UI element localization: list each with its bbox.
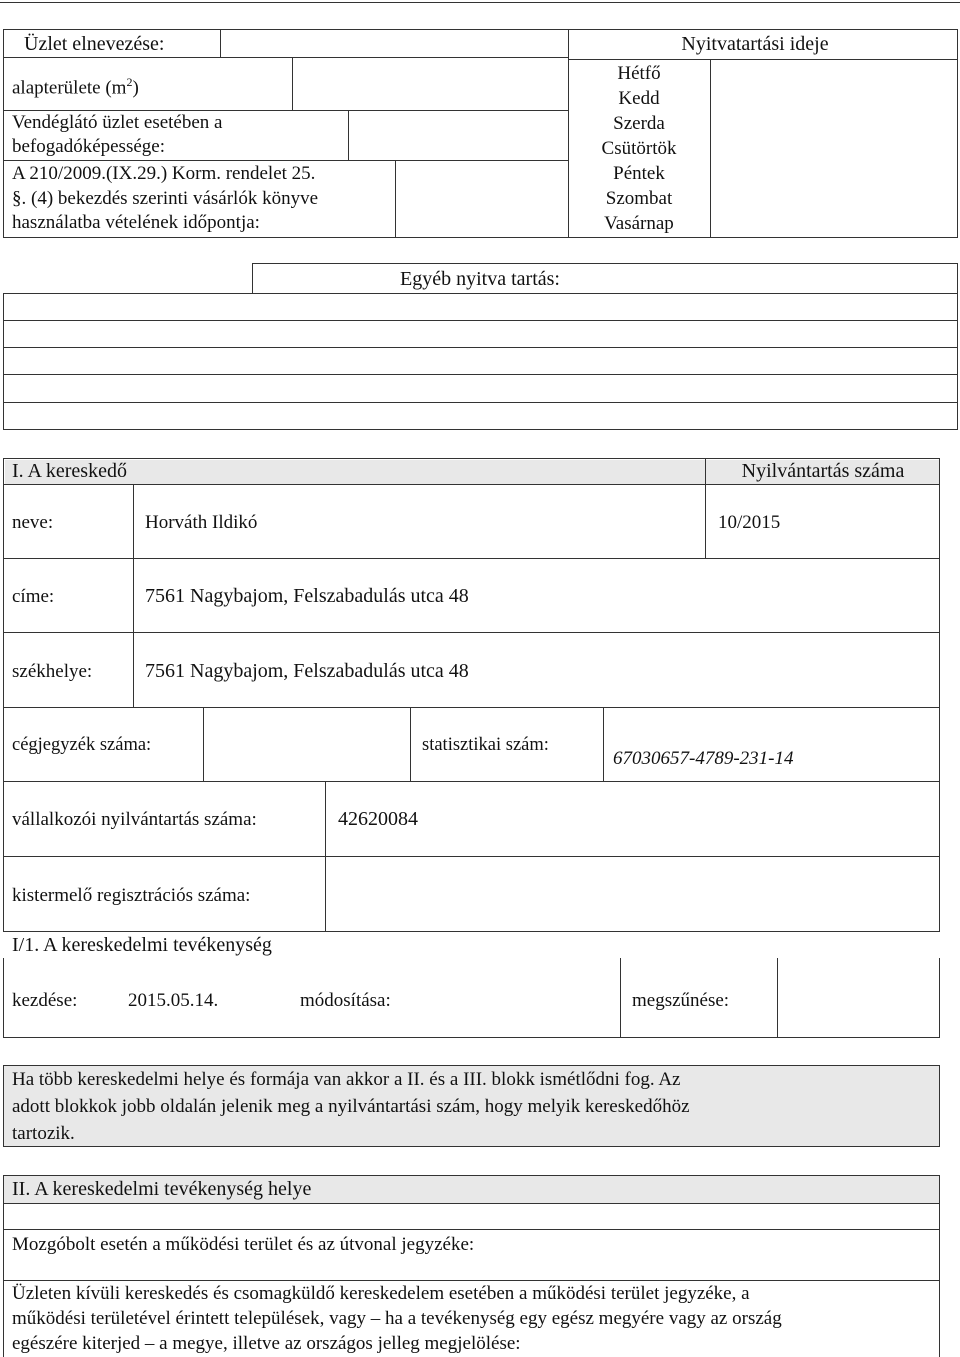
divider <box>3 707 940 708</box>
activity-start-label: kezdése: <box>12 990 78 1011</box>
weekday-monday: Hétfő <box>617 63 661 84</box>
activity-start-value: 2015.05.14. <box>128 990 219 1011</box>
entrepreneur-registry-value: 42620084 <box>338 808 418 830</box>
company-registration-label: cégjegyzék száma: <box>12 735 152 755</box>
weekday-sunday: Vasárnap <box>604 213 674 234</box>
weekday-wednesday: Szerda <box>613 113 665 134</box>
divider <box>220 29 221 57</box>
other-opening-rows <box>3 293 958 430</box>
other-opening-label: Egyéb nyitva tartás: <box>400 268 560 290</box>
weekday-tuesday: Kedd <box>618 88 660 109</box>
divider <box>395 160 396 238</box>
outside-trade-line-1: Üzleten kívüli kereskedés és csomagküldő kereskedelem esetében a működési terület jegyzéke, a <box>12 1283 750 1304</box>
note-line-2: adott blokkok jobb oldalán jelenik meg a nyilvántartási szám, hogy melyik kereskedőhöz <box>12 1096 690 1117</box>
divider <box>410 707 411 781</box>
weekday-list <box>568 61 710 236</box>
store-area-label: alapterülete $(m^2)$ <box>12 75 139 99</box>
note-line-1: Ha több kereskedelmi helye és formája van akkor a II. és a III. blokk ismétlődni fog. Az <box>12 1069 681 1090</box>
entrepreneur-registry-label: vállalkozói nyilvántartás száma: <box>12 809 257 830</box>
divider <box>3 402 958 403</box>
capacity-label-2: befogadóképessége: <box>12 136 165 157</box>
divider <box>3 160 568 161</box>
trader-seat-label: székhelye: <box>12 661 93 682</box>
decree-label-1: A 210/2009.(IX.29.) Korm. rendelet 25. <box>12 163 316 184</box>
divider <box>133 484 134 707</box>
divider <box>620 958 621 1038</box>
mobile-shop-label: Mozgóbolt esetén a működési terület és az útvonal jegyzéke: <box>12 1234 475 1255</box>
outside-trade-line-2: működési területével érintett települések, vagy – ha a tevékenység egy egész megyére vagy az ország <box>12 1308 782 1329</box>
trader-name-label: neve: <box>12 512 54 533</box>
opening-hours-title: Nyitvatartási ideje <box>681 33 829 55</box>
divider <box>603 707 604 781</box>
activity-modified-label: módosítása: <box>300 990 391 1011</box>
divider <box>348 110 349 160</box>
trader-name-value: Horváth Ildikó <box>145 512 258 533</box>
weekday-saturday: Szombat <box>605 188 673 209</box>
registration-number-title: Nyilvántartás száma <box>741 460 905 482</box>
divider <box>710 59 711 238</box>
trader-address-label: címe: <box>12 586 55 607</box>
divider <box>3 558 940 559</box>
outside-trade-line-3: egészére kiterjed – a megye, illetve az országos jelleg megjelölése: <box>12 1333 521 1354</box>
decree-label-2: §. (4) bekezdés szerinti vásárlók könyve <box>12 188 319 209</box>
trader-table <box>3 458 940 932</box>
divider <box>3 374 958 375</box>
divider <box>3 347 958 348</box>
divider <box>203 707 204 781</box>
divider <box>3 1229 940 1230</box>
other-opening-table <box>252 263 958 293</box>
statistical-number-value: 67030657-4789-231-14 <box>613 748 794 769</box>
divider <box>292 57 293 110</box>
divider <box>3 110 568 111</box>
weekday-friday: Péntek <box>613 163 665 184</box>
trader-address-value: 7561 Nagybajom, Felszabadulás utca 48 <box>145 585 469 607</box>
divider <box>3 856 940 857</box>
capacity-label-1: Vendéglátó üzlet esetében a <box>12 112 223 133</box>
note-line-3: tartozik. <box>12 1123 75 1144</box>
divider <box>3 632 940 633</box>
divider <box>777 958 778 1038</box>
top-rule <box>0 2 960 3</box>
registration-number-value: 10/2015 <box>718 512 781 533</box>
store-name-label: Üzlet elnevezése: <box>24 33 165 55</box>
weekday-thursday: Csütörtök <box>601 138 677 159</box>
divider <box>3 1280 940 1281</box>
statistical-number-label: statisztikai szám: <box>422 735 549 755</box>
divider <box>3 781 940 782</box>
trader-section-title: I. A kereskedő <box>12 460 127 482</box>
activity-section-title: I/1. A kereskedelmi tevékenység <box>12 934 272 956</box>
trader-seat-value: 7561 Nagybajom, Felszabadulás utca 48 <box>145 660 469 682</box>
decree-label-3: használatba vételének időpontja: <box>12 212 260 233</box>
smallholder-registration-label: kistermelő regisztrációs száma: <box>12 885 251 906</box>
location-section-title: II. A kereskedelmi tevékenység helye <box>12 1178 312 1200</box>
divider <box>3 57 568 58</box>
activity-ended-label: megszűnése: <box>632 990 730 1011</box>
divider <box>3 320 958 321</box>
divider <box>3 484 940 485</box>
divider <box>568 59 958 60</box>
